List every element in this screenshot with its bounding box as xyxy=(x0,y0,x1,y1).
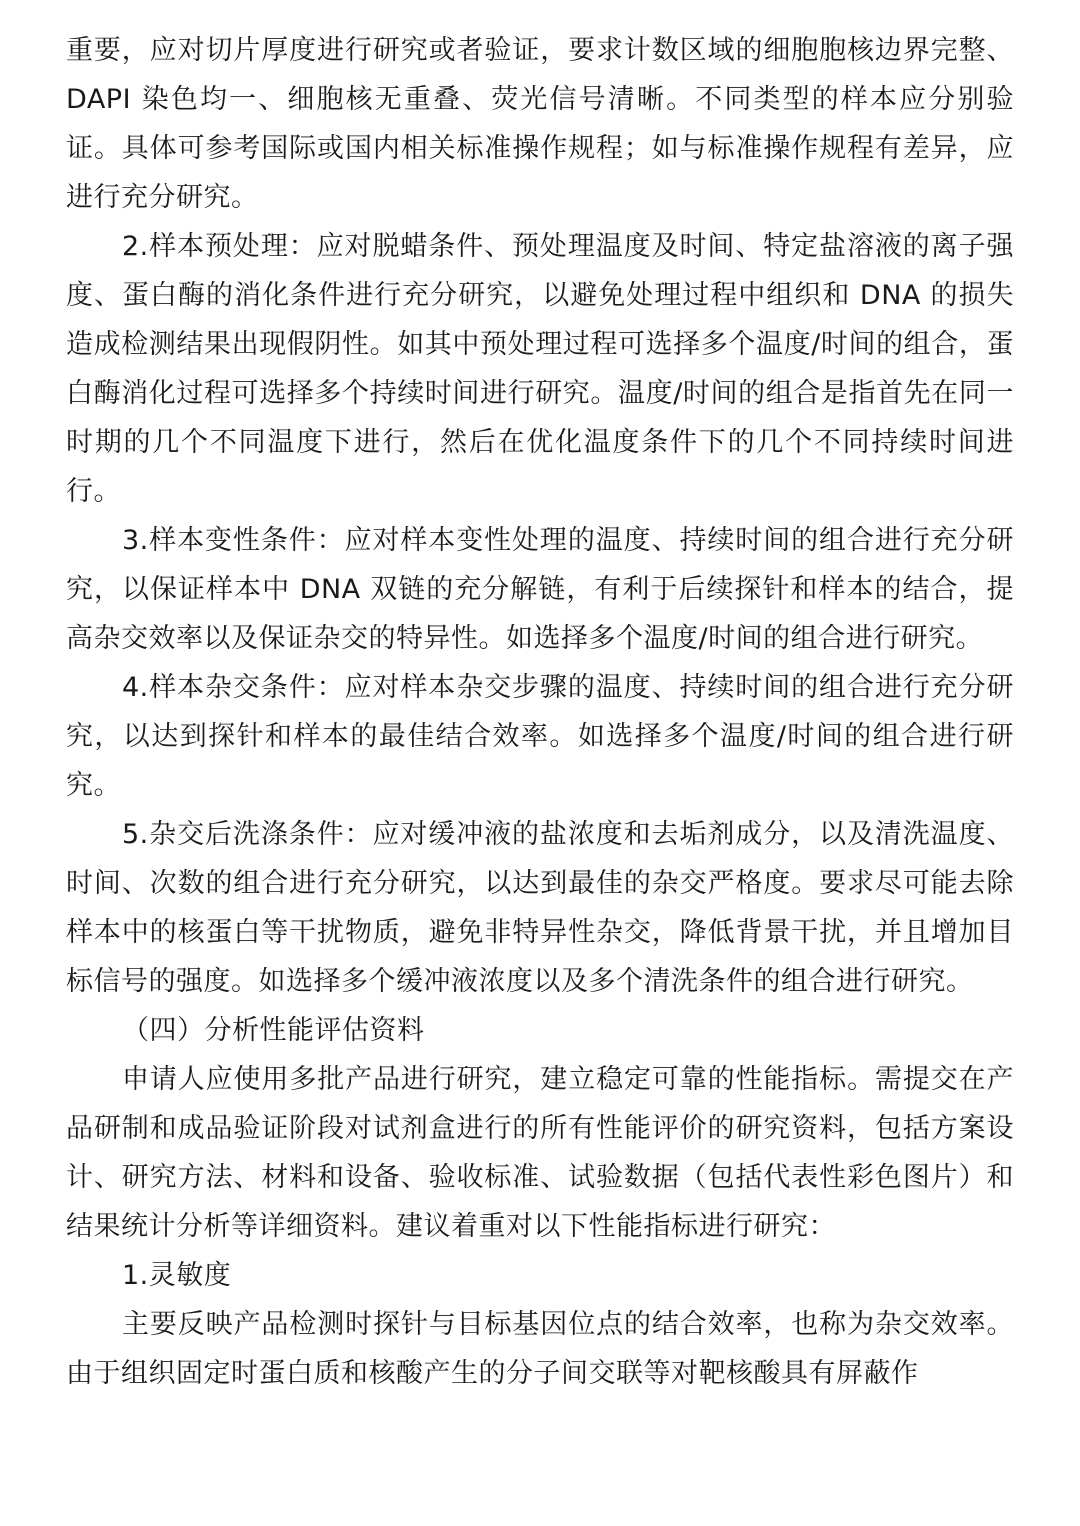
section-heading-analytical-performance: （四）分析性能评估资料 xyxy=(122,1015,425,1046)
paragraph-sensitivity: 主要反映产品检测时探针与目标基因位点的结合效率，也称为杂交效率。由于组织固定时蛋白质和核酸产生的分子间交联等对靶核酸具有屏蔽作 xyxy=(66,1309,1014,1389)
paragraph-sample-hybridization: 4.样本杂交条件：应对样本杂交步骤的温度、持续时间的组合进行充分研究，以达到探针和样本的最佳结合效率。如选择多个温度/时间的组合进行研究。 xyxy=(66,672,1014,801)
subheading-sensitivity: 1.灵敏度 xyxy=(122,1260,232,1291)
paragraph-performance-evaluation: 申请人应使用多批产品进行研究，建立稳定可靠的性能指标。需提交在产品研制和成品验证阶段对试剂盒进行的所有性能评价的研究资料，包括方案设计、研究方法、材料和设备、验收标准、试验数据（包括代表性彩色图片）和结果统计分析等详细资料。建议着重对以下性能指标进行研究： xyxy=(66,1064,1014,1242)
paragraph-sample-denaturation: 3.样本变性条件：应对样本变性处理的温度、持续时间的组合进行充分研究，以保证样本中 DNA 双链的充分解链，有利于后续探针和样本的结合，提高杂交效率以及保证杂交的特异性。如选择多个温度/时间的组合进行研究。 xyxy=(66,525,1014,654)
paragraph-post-hybridization-wash: 5.杂交后洗涤条件：应对缓冲液的盐浓度和去垢剂成分，以及清洗温度、时间、次数的组合进行充分研究，以达到最佳的杂交严格度。要求尽可能去除样本中的核蛋白等干扰物质，避免非特异性杂交，降低背景干扰，并且增加目标信号的强度。如选择多个缓冲液浓度以及多个清洗条件的组合进行研究。 xyxy=(66,819,1014,997)
paragraph-sample-pretreatment: 2.样本预处理：应对脱蜡条件、预处理温度及时间、特定盐溶液的离子强度、蛋白酶的消化条件进行充分研究，以避免处理过程中组织和 DNA 的损失造成检测结果出现假阴性。如其中预处理过程可选择多个温度/时间的组合，蛋白酶消化过程可选择多个持续时间进行研究。温度/时间的组合是指首先在同一时期的几个不同温度下进行，然后在优化温度条件下的几个不同持续时间进行。 xyxy=(66,231,1014,507)
paragraph-sample-slicing-continued: 重要，应对切片厚度进行研究或者验证，要求计数区域的细胞胞核边界完整、DAPI 染色均一、细胞核无重叠、荧光信号清晰。不同类型的样本应分别验证。具体可参考国际或国内相关标准操作规程；如与标准操作规程有差异，应进行充分研究。 xyxy=(66,35,1014,213)
